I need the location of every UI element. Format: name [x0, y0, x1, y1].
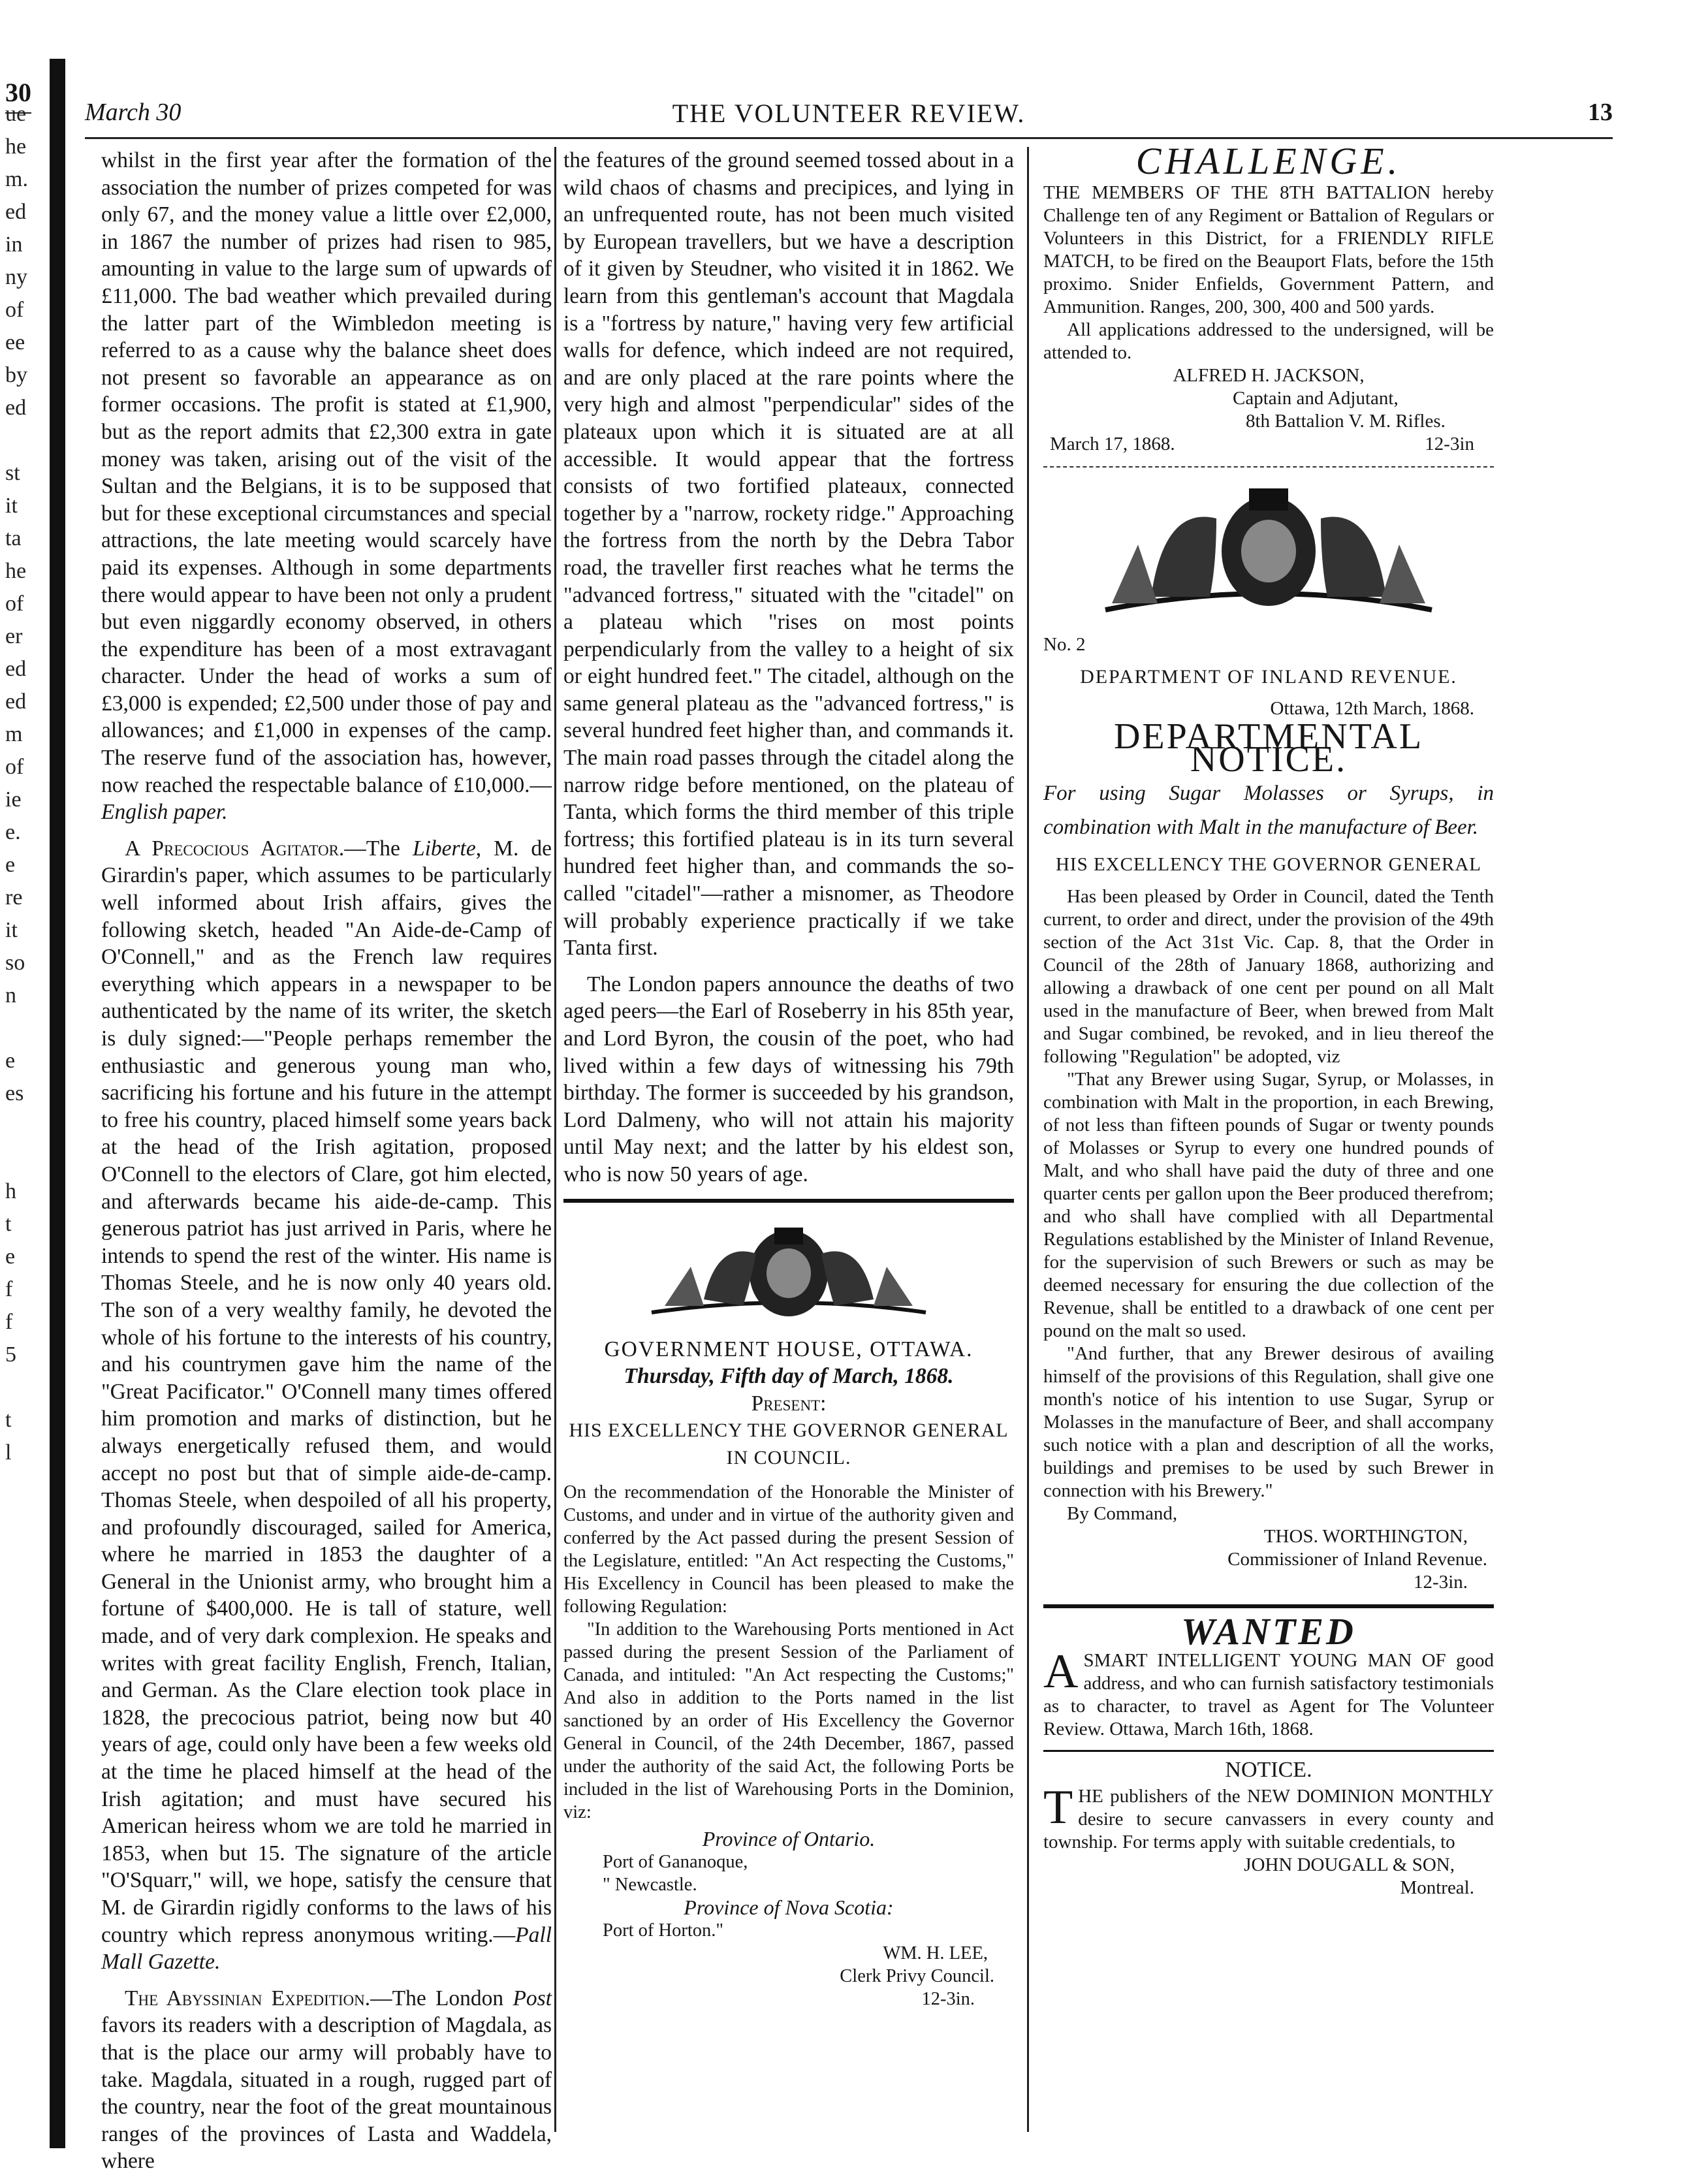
ad-code: 12-3in — [1425, 434, 1474, 454]
margin-fragment: h — [5, 1179, 16, 1203]
challenge-signature-name: ALFRED H. JACKSON, — [1173, 365, 1365, 386]
margin-fragment: l — [5, 1440, 12, 1465]
margin-fragment — [5, 424, 44, 457]
departmental-notice-subtitle: For using Sugar Molasses or Syrups, in combination with Malt in the manufacture of Beer. — [1043, 782, 1494, 839]
paper-name: Liberte — [412, 836, 476, 861]
column-3 — [1043, 140, 1494, 1899]
margin-fragment: m. — [5, 167, 28, 191]
royal-arms-crest-icon — [625, 1215, 952, 1326]
article-abyssinian-expedition — [101, 1985, 552, 2175]
department-further-text: "And further, that any Brewer desirous of availing himself of the provisions of this Regulation, shall give one month's notice of his intention to use Sugar, Syrup or Molasses in the manufacture of Beer, and shall accompany such notice with a plan and description of all the works, buildings and premises to be used by such Brewer in connection with his Brewery." — [1043, 1343, 1494, 1501]
margin-fragment — [5, 1012, 44, 1045]
challenge-signature-rank: Captain and Adjutant, — [1233, 388, 1399, 409]
wanted-ad — [1043, 1645, 1494, 1741]
province-nova-scotia: Province of Nova Scotia: — [684, 1895, 894, 1919]
margin-fragment: he — [5, 559, 27, 583]
margin-fragment: ue — [5, 102, 27, 126]
department-name: DEPARTMENT OF INLAND REVENUE. — [1080, 666, 1457, 688]
article-rifle-association — [101, 147, 552, 826]
wanted-title: WANTED — [1181, 1610, 1356, 1653]
article-dash: —The — [344, 836, 413, 861]
margin-fragment: n — [5, 983, 16, 1008]
margin-fragment: 5 — [5, 1342, 16, 1367]
margin-fragment: ed — [5, 657, 27, 681]
article-heading: The Abyssinian Expedition. — [125, 1986, 371, 2010]
article-magdala-continued: the features of the ground seemed tossed about in a wild chaos of chasms and precipices, and lying in an unfrequented route, has not been much visited by European travellers, but we have a description of it given by Steudner, who visited it in 1862. We learn from this gentleman's account that Magdala is a "fortress by nature," having very few artificial walls for defence, which indeed are not required, and are only placed at the rare points where the very high and almost "perpendicular" sides of the plateaux upon which it is situated are at all accessible. It would appear that the fortress consists of two fortified plateaux, connected together by a "narrow, rockety ridge." Approaching the fortress from the north by the Debra Tabor road, the traveller first reaches what he terms the "advanced fortress," situated with the "citadel" on a plateau which "rises on most points perpendicularly from the valley to a height of six or eight hundred feet." The citadel, although on the same general plateau as the "advanced fortress," is several hundred feet higher than, and commands it. The main road passes through the citadel along the narrow ridge before mentioned, on the plateau of Tanta, which forms the third member of this triple fortress; this fortified plateau is in its turn several hundred feet higher than, and commands the so-called "citadel"—rather a misnomer, as Theodore will probably experience practically if we take Tanta first. — [563, 148, 1014, 960]
drop-cap: A — [1043, 1645, 1079, 1698]
margin-fragment: es — [5, 1081, 24, 1105]
section-rule — [1043, 466, 1494, 468]
governor-general-heading: HIS EXCELLENCY THE GOVERNOR GENERAL — [1055, 854, 1481, 875]
section-rule — [563, 1199, 1014, 1203]
margin-fragment: in — [5, 232, 23, 257]
article-text: whilst in the first year after the formation of the association the number of prizes competed for was only 67, and the money value a little over £2,000, in 1867 the number of prizes had risen to 985, amounting in value to the large sum of upwards of £11,000. The bad weather which prevailed during the latter part of the Wimbledon meeting is referred to as a cause why the balance sheet does not present so favorable an appearance as on former occasions. The profit is stated at £1,900, but as the report admits that £2,300 extra in gate money was taken, arising out of the visit of the Sultan and the Belgians, it is to be supposed that but for these exceptional circumstances and special attractions, the late meeting would scarcely have paid its expenses. Although in some departments there would appear to have been not only a prudent but even niggardly economy observed, in others the expenditure has been of a most extravagant character. Under the head of works a sum of £3,000 is expended; £2,500 under those of pay and allowances; and £1,000 in expenses of the camp. The reserve fund of the association has, however, now reached the respectable balance of £10,000.— — [101, 148, 552, 797]
challenge-footer — [1043, 433, 1494, 456]
margin-fragment: ed — [5, 200, 27, 224]
council-order-text: On the recommendation of the Honorable the Minister of Customs, and under and in virtue of the authority given and conferred by the Act passed during the present Session of the Legislature, entitled: "An Act respecting the Customs," His Excellency in Council has been pleased to make the following Regulation: — [563, 1482, 1014, 1617]
margin-fragment: of — [5, 592, 24, 616]
page-header — [85, 98, 1613, 137]
challenge-applications: All applications addressed to the undersigned, will be attended to. — [1043, 319, 1494, 363]
present-label: Present: — [751, 1391, 827, 1416]
department-signature-name: THOS. WORTHINGTON, — [1263, 1526, 1468, 1547]
margin-fragment: of — [5, 755, 24, 779]
article-text: , M. de Girardin's paper, which assumes to be particularly well informed about Irish affairs, gives the following sketch, headed "An Aide-de-Camp of O'Connell," and as the French law requires everything which appears in a newspaper to be authenticated by the name of its writer, the sketch is duly signed:—"People perhaps remember the enthusiastic and generous young man who, sacrificing his fortune and his future in the attempt to free his country, placed himself some years back at the head of the Irish agitation, proposed O'Connell to the electors of Clare, got him elected, and afterwards became his aide-de-camp. This generous patriot has just arrived in Paris, where he intends to spend the rest of the winter. His name is Thomas Steele, and he is now only 40 years old. The son of a very wealthy family, he devoted the whole of his fortune to the interests of his country, and his countrymen gave him the name of the "Great Pacificator." O'Connell many times offered him promotion and marks of distinction, but he always energetically refused them, and would accept no post but that of simple aide-de-camp. Thomas Steele, when despoiled of all his property, and profoundly discouraged, sailed for America, where he married in 1853 the daughter of a General in the Unionist army, who brought him a fortune of $400,000. He is tall of stature, well made, and of very dark complexion. He speaks and writes with great facility English, French, Italian, and German. As the Clare election took place in 1828, the precocious patriot, being now but 40 years of age, could only have been a few weeks old at the time he placed himself at the head of the Irish agitation; and must have secured his American heiress whom we are told he married in 1853, when but 15. The signature of the article "O'Squarr," will, we hope, satisfy the censure that M. de Girardin rigidly conforms to the laws of his country which repress anonymous writing.— — [101, 836, 552, 1947]
department-regulation-text: "That any Brewer using Sugar, Syrup, or Molasses, in combination with Malt in the proportion, in each Brewing, of not less than fifteen pounds of Sugar or twenty pounds of Molasses or Syrup to every one hundred pounds of Malt, and who shall have paid the duty of three and one quarter cents per gallon upon the Beer produced therefrom; and who shall have complied with all Departmental Regulations established by the Minister of Inland Revenue, for the supervision of such Brewers or such as may be deemed necessary for ensuring the due collection of the Revenue, shall be entitled to a drawback of one cent per pound on the malt so used. — [1043, 1069, 1494, 1341]
by-command: By Command, — [1067, 1503, 1178, 1524]
margin-fragment: t — [5, 1408, 12, 1432]
margin-fragment: he — [5, 135, 27, 159]
article-dash: —The London — [370, 1986, 513, 2010]
council-regulation-text: "In addition to the Warehousing Ports mentioned in Act passed during the present Session of the Parliament of Canada, and intituled: "An Act respecting the Customs;" And also in addition to the Ports named in the list sanctioned by an order of His Excellency the Governor General in Council, of the 24th December, 1867, passed under the authority of the said Act, the following Ports be included in the list of Warehousing Ports in the Dominion, viz: — [563, 1619, 1014, 1822]
margin-fragment: e — [5, 1049, 16, 1073]
adjacent-page-fragments — [5, 98, 44, 1469]
margin-fragment: f — [5, 1277, 13, 1301]
article-source: English paper. — [101, 800, 228, 825]
margin-fragment — [5, 1110, 44, 1143]
notice-signature-name: JOHN DOUGALL & SON, — [1244, 1854, 1455, 1875]
council-order — [563, 1481, 1014, 2010]
ad-code: 12-3in. — [1414, 1572, 1468, 1593]
margin-fragment: re — [5, 885, 23, 910]
notice-ad — [1043, 1781, 1494, 1854]
article-heading: A Precocious Agitator. — [125, 836, 345, 861]
margin-fragment — [5, 1143, 44, 1175]
header-date: March 30 — [85, 99, 182, 126]
margin-fragment: f — [5, 1310, 13, 1334]
department-signature-title: Commissioner of Inland Revenue. — [1227, 1549, 1487, 1570]
newspaper-title: THE VOLUNTEER REVIEW. — [672, 99, 1026, 128]
departmental-notice-title: DEPARTMENTAL NOTICE. — [1113, 716, 1424, 780]
margin-fragment: by — [5, 363, 27, 387]
port-horton: Port of Horton." — [603, 1920, 723, 1941]
challenge-date: March 17, 1868. — [1050, 434, 1175, 454]
margin-fragment: m — [5, 722, 23, 746]
margin-fragment: ed — [5, 690, 27, 714]
article-precocious-agitator — [101, 835, 552, 1976]
margin-fragment: st — [5, 461, 20, 485]
notice-number: No. 2 — [1043, 634, 1086, 655]
column-rule-1 — [554, 147, 556, 2132]
department-date: Ottawa, 12th March, 1868. — [1270, 698, 1474, 719]
column-2 — [563, 147, 1014, 2010]
challenge-title: CHALLENGE. — [1135, 140, 1402, 182]
margin-fragment: ed — [5, 396, 27, 420]
notice-text: HE publishers of the NEW DOMINION MONTHLY desire to secure canvassers in every county and township. For terms apply with suitable credentials, to — [1043, 1786, 1494, 1852]
margin-fragment: it — [5, 494, 18, 518]
margin-fragment: ny — [5, 265, 27, 289]
paper-name: Post — [513, 1986, 552, 2010]
challenge-text: THE MEMBERS OF THE 8TH BATTALION hereby Challenge ten of any Regiment or Battalion of Regulars or Volunteers in this District, for a FRIENDLY RIFLE MATCH, to be fired on the Beauport Flats, before the 15th proximo. Snider Enfields, Government Pattern, and Ammunition. Ranges, 200, 300, 400 and 500 yards. — [1043, 182, 1494, 317]
section-rule — [1043, 1604, 1494, 1608]
margin-fragment: so — [5, 951, 25, 975]
page-number: 13 — [1588, 99, 1613, 126]
margin-fragment: it — [5, 918, 18, 942]
margin-fragment: of — [5, 298, 24, 322]
article-deaths-of-peers: The London papers announce the deaths of two aged peers—the Earl of Roseberry in his 85th year, and Lord Byron, the cousin of the poet, who had lived within a few days of witnessing his 79th birthday. The former is succeeded by his grandson, Lord Dalmeny, who will not attain his majority until May next; and the latter by his eldest son, who is now 50 years of age. — [563, 972, 1014, 1186]
margin-fragment: e — [5, 853, 16, 877]
gov-house-date: Thursday, Fifth day of March, 1868. — [624, 1364, 954, 1389]
department-order-text: Has been pleased by Order in Council, dated the Tenth current, to order and direct, under the provision of the 49th section of the Act 31st Vic. Cap. 8, that the Order in Council of the 28th of January 1868, authorizing and allowing a drawback of one cent per pound on all Malt used in the manufacture of Beer, when brewed from Malt and Sugar combined, be revoked, and in lieu thereof the following "Regulation" be adopted, viz — [1043, 886, 1494, 1067]
governor-heading: HIS EXCELLENCY THE GOVERNOR GENERAL IN COUNCIL. — [569, 1420, 1009, 1469]
margin-fragment: e. — [5, 820, 21, 844]
drop-cap: T — [1043, 1781, 1073, 1834]
signature-title: Clerk Privy Council. — [840, 1965, 994, 1986]
signature-name: WM. H. LEE, — [883, 1943, 988, 1963]
section-rule — [1043, 1750, 1494, 1752]
margin-fragment: e — [5, 1245, 16, 1269]
notice-title: NOTICE. — [1225, 1758, 1312, 1782]
province-ontario: Province of Ontario. — [702, 1826, 876, 1850]
article-source: Pall Mall Gazette. — [101, 1922, 552, 1975]
article-text: favors its readers with a description of Magdala, as that is the place our army will probably have to take. Magdala, situated in a rough, rugged part of the country, near the foot of the great mountainous ranges of the provinces of Lasta and Waddela, where — [101, 2013, 552, 2174]
adjacent-page-number: 30 — [5, 78, 31, 107]
ad-code: 12-3in. — [921, 1988, 975, 2009]
margin-fragment: ee — [5, 330, 25, 355]
margin-fragment: t — [5, 1212, 12, 1236]
challenge-signature-unit: 8th Battalion V. M. Rifles. — [1246, 411, 1446, 432]
port-newcastle: " Newcastle. — [603, 1874, 697, 1895]
royal-arms-crest-icon — [1086, 479, 1451, 623]
column-1 — [101, 147, 552, 2175]
notice-signature-city: Montreal. — [1400, 1877, 1474, 1898]
port-gananoque: Port of Gananoque, — [603, 1851, 748, 1872]
margin-fragment: ta — [5, 526, 22, 550]
gov-house-title: GOVERNMENT HOUSE, OTTAWA. — [604, 1337, 973, 1361]
margin-fragment — [5, 1371, 44, 1404]
header-rule — [85, 137, 1613, 139]
column-rule-2 — [1027, 147, 1029, 2132]
wanted-text: SMART INTELLIGENT YOUNG MAN OF good address, and who can furnish satisfactory testimonials as to character, to travel as Agent for The Volunteer Review. Ottawa, March 16th, 1868. — [1043, 1650, 1494, 1739]
margin-fragment: er — [5, 624, 23, 648]
binding-shadow — [50, 59, 65, 2148]
margin-fragment: ie — [5, 787, 22, 812]
